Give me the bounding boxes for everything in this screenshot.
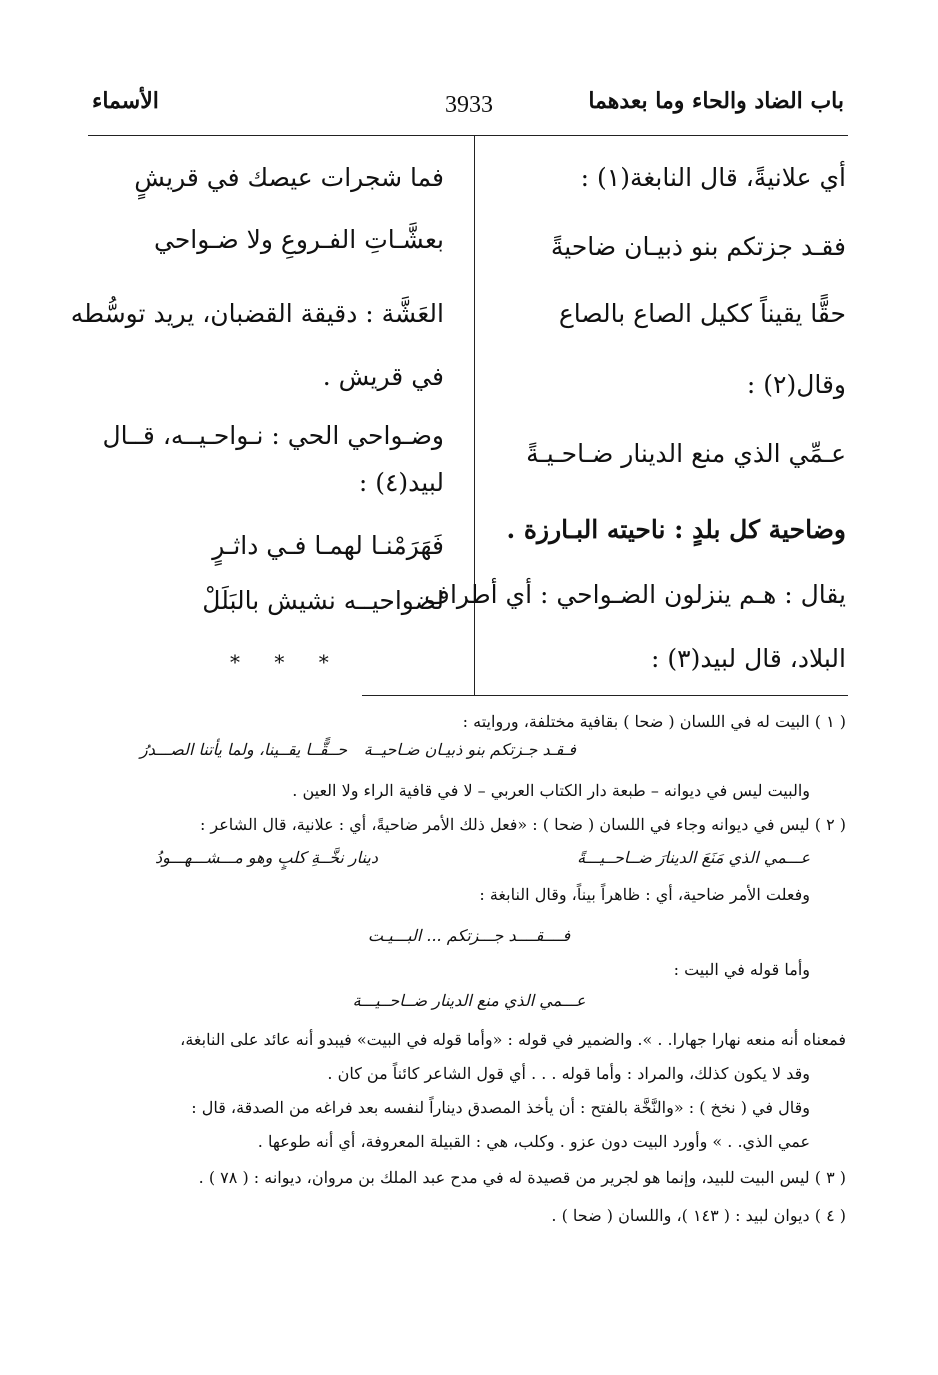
running-title-right: باب الضاد والحاء وما بعدهما	[588, 88, 844, 114]
verse-line: لضواحيــه نشيش بالبَلَلْ	[202, 586, 444, 615]
footnote-verse: فــــقــــد جـــزتكم ... البـــيـت	[367, 926, 571, 945]
text-line: العَشَّة : دقيقة القضبان، يريد توسُّطه	[70, 299, 444, 328]
section-separator: * * *	[230, 650, 343, 674]
text-line: يقال : هـم ينزلون الضـواحي : أي أطراف	[424, 580, 846, 609]
footnote-text: فمعناه أنه منعه نهارا جهارا. . ». والضمير في قوله : «وأما قوله في البيت» فيبدو أنه عائد على النابغة،	[180, 1030, 846, 1049]
footnote-text: وقد لا يكون كذلك، والمراد : وأما قوله . . . أي قول الشاعر كائناً من كان .	[327, 1064, 810, 1083]
verse-line: فما شجرات عيصك في قريشٍ	[134, 163, 444, 192]
footnote-text: والبيت ليس في ديوانه – طبعة دار الكتاب العربي – لا في قافية الراء ولا العين .	[292, 781, 810, 800]
footnote-2: ( ٢ ) ليس في ديوانه وجاء في اللسان ( ضحا ) : «فعل ذلك الأمر ضاحيةً، أي : علانية، قال الشاعر :	[199, 815, 846, 834]
footnote-verse: حــقًّــا يقــينا، ولما يأتنا الصـــدرُ	[140, 740, 348, 759]
verse-line: عـمِّي الذي منع الدينار ضـاحـيـةً	[526, 439, 846, 468]
footnote-text: عمي الذي. . » وأورد البيت دون عزو . وكلب، هي : القبيلة المعروفة، أي أنه طوعها .	[257, 1132, 810, 1151]
footnote-verse: عـــمي الذي مَنَعَ الدينارَ ضــاحــيـــةً	[577, 848, 810, 867]
footnote-text: وفعلت الأمر ضاحية، أي : ظاهراً بيناً، وقال النابغة :	[479, 885, 810, 904]
text-line: وضاحية كل بلدٍ : ناحيته البـارزة .	[506, 515, 846, 544]
text-line: أي علانيةً، قال النابغة(١) :	[580, 163, 846, 192]
footnote-text: وقال في ( نخخ ) : «والنَّخَّة بالفتح : أن يأخذ المصدق ديناراً لنفسه بعد فراغه من الصدقة، قال :	[191, 1098, 810, 1117]
footnote-verse: عـــمي الذي منع الدينار ضــاحــيـــة	[352, 991, 586, 1010]
footnote-rule	[362, 695, 848, 696]
running-title-left: الأسماء	[92, 88, 159, 114]
page-number: 3933	[445, 92, 493, 118]
footnote-text: وأما قوله في البيت :	[673, 960, 810, 979]
footnote-verse: فـقـد جـزتكم بنو ذبيـان ضـاحيــة	[363, 740, 576, 759]
text-line: البلاد، قال لبيد(٣) :	[651, 644, 846, 673]
footnote-3: ( ٣ ) ليس البيت للبيد، وإنما هو لجرير من قصيدة له في مدح عبد الملك بن مروان، ديوانه : ( ٧٨ ) .	[198, 1168, 846, 1187]
header-rule	[88, 135, 848, 136]
footnote-4: ( ٤ ) ديوان لبيد : ( ١٤٣ )، واللسان ( ضحا ) .	[551, 1206, 846, 1225]
verse-line: حقًّا يقيناً ككيل الصاع بالصاع	[558, 299, 846, 328]
footnote-1: ( ١ ) البيت له في اللسان ( ضحا ) بقافية مختلفة، وروايته :	[462, 712, 846, 731]
verse-line: بعشَّـاتِ الفـروعِ ولا ضـواحي	[154, 225, 444, 254]
verse-line: فَهَرَمْنـا لهمـا فـي داثـرٍ	[212, 531, 444, 560]
text-line: في قريش .	[322, 362, 444, 391]
verse-line: فقـد جزتكم بنو ذبيـان ضاحيةً	[550, 232, 846, 261]
text-line: وقال(٢) :	[746, 370, 846, 399]
column-divider	[474, 135, 475, 695]
text-line: لبيد(٤) :	[358, 468, 444, 497]
text-line: وضـواحي الحي : نـواحـيــه، قــال	[102, 421, 444, 450]
footnote-verse: دينار نخَّــةِ كلبٍ وهو مـــشـــهـــودُ	[155, 848, 378, 867]
